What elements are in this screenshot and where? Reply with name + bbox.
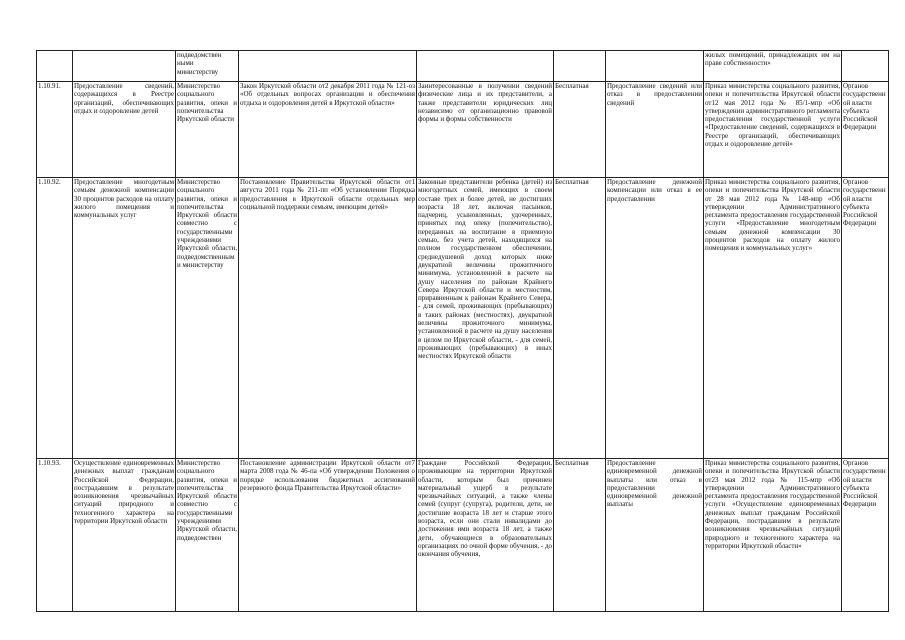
service-result — [606, 51, 704, 82]
service-legal-basis: Постановление администрации Иркутской области от7 марта 2008 года № 46-па «Об утверждении Положения о порядке использования бюджетных ассигнований резервного фонда Правительства Иркутской области» — [239, 459, 417, 612]
service-authority: Министерство социального развития, опеки и попечительства Иркутской области совместно с государственными учреждениями Иркутской области, подведомственными министерству — [176, 178, 239, 459]
service-number: 1.10.92. — [37, 178, 73, 459]
service-recipients: Граждане Российской Федерации, проживающие на территории Иркутской области, которым был причинен материальный ущерб в результате чрезвычайных ситуаций, а также члены семей (супруг (супруга), родители, дети, не достигшие возраста 18 лет и старше этого возраста, если они стали инвалидами до достижения ими возраста 18 лет, а также дети, обучающиеся в образовательных организациях по очной форме обучения, - до окончания обучения, — [417, 459, 554, 612]
table-row — [37, 51, 889, 82]
service-number — [37, 51, 73, 82]
service-regulation: Приказ министерства социального развития, опеки и попечительства Иркутской области от23 мая 2012 года № 115-мпр «Об утверждении Административного регламента предоставления государственной услуги «Осуществление единовременных денежных выплат гражданам Российской Федерации, пострадавшим в результате возникновения чрезвычайных ситуаций природного и техногенного характера на территории Иркутской области» — [704, 459, 842, 612]
table-row — [37, 459, 889, 612]
table-row — [37, 178, 889, 459]
service-authority: подведомствен ными министерству — [176, 51, 239, 82]
service-number: 1.10.93. — [37, 459, 73, 612]
service-fee: Бесплатная — [554, 459, 606, 612]
service-level: Органов государственной власти субъекта Российской Федерации — [842, 82, 889, 178]
service-number: 1.10.91. — [37, 82, 73, 178]
service-result: Предоставление денежной компенсации или отказ в ее предоставлении — [606, 178, 704, 459]
table-row — [37, 82, 889, 178]
service-recipients: Заинтересованные в получении сведений физические лица и их представители, а также представители юридических лиц независимо от организационно правовой формы и формы собственности — [417, 82, 554, 178]
service-fee: Бесплатная — [554, 82, 606, 178]
service-regulation: жилых помещений, принадлежащих им на праве собственности» — [704, 51, 842, 82]
service-recipients — [417, 51, 554, 82]
service-authority: Министерство социального развития, опеки и попечительства Иркутской области совместно с государственными учреждениями Иркутской области, подведомствен — [176, 459, 239, 612]
service-name: Предоставление многодетным семьям денежной компенсации 30 процентов расходов на оплату жилого помещения и коммунальных услуг — [73, 178, 176, 459]
service-result: Предоставление сведений или отказ в предоставлении сведений — [606, 82, 704, 178]
services-register-table — [36, 50, 889, 612]
service-recipients: Законные представители ребенка (детей) из многодетных семей, имеющих в своем составе трех и более детей, не достигших возраста 18 лет, включая пасынков, падчериц, усыновленных, удочеренных, принятых под опеку (попечительство), переданных на воспитание в приемную семью, без учета детей, находящихся на полном государственном обеспечении, среднедушевой доход которых ниже двукратной величины прожиточного минимума, установленной в расчете на душу населения по районам Крайнего Севера Иркутской области и местностям, приравненным к районам Крайнего Севера, - для семей, проживающих (пребывающих) в таких районах (местностях), двукратной величины прожиточного минимума, установленной в расчете на душу населения в целом по Иркутской области, - для семей, проживающих (пребывающих) в иных местностях Иркутской области — [417, 178, 554, 459]
service-fee: Бесплатная — [554, 178, 606, 459]
service-name — [73, 51, 176, 82]
service-legal-basis — [239, 51, 417, 82]
service-regulation: Приказ министерства социального развития, опеки и попечительства Иркутской области от 28 мая 2012 года № 148-мпр «Об утверждении Административного регламента предоставления государственной услуги «Предоставление многодетным семьям денежной компенсации 30 процентов расходов на оплату жилого помещения и коммунальных услуг» — [704, 178, 842, 459]
service-level: Органов государственной власти субъекта Российской Федерации — [842, 178, 889, 459]
service-authority: Министерство социального развития, опеки и попечительства Иркутской области — [176, 82, 239, 178]
service-legal-basis: Постановление Правительства Иркутской области от1 августа 2011 года № 211-пп «Об установлении Порядка предоставления в Иркутской области отдельных мер социальной поддержки семьям, имеющим детей» — [239, 178, 417, 459]
service-fee — [554, 51, 606, 82]
service-level: Органов государственной власти субъекта Российской Федерации — [842, 459, 889, 612]
service-regulation: Приказ министерства социального развития, опеки и попечительства Иркутской области от12 мая 2012 года № 85/1-мпр «Об утверждении административного регламента предоставления государственной услуги «Предоставление сведений, содержащихся в Реестре организаций, обеспечивающих отдых и оздоровление детей» — [704, 82, 842, 178]
service-name: Осуществление единовременных денежных выплат гражданам Российской Федерации, пострадавшим в результате возникновения чрезвычайных ситуаций природного и техногенного характера на территории Иркутской области — [73, 459, 176, 612]
service-result: Предоставление единовременной денежной выплаты или отказ в предоставлении единовременной денежной выплаты — [606, 459, 704, 612]
service-name: Предоставление сведений, содержащихся в Реестре организаций, обеспечивающих отдых и оздоровление детей — [73, 82, 176, 178]
service-level — [842, 51, 889, 82]
service-legal-basis: Закон Иркутской области от2 декабря 2011 года № 121-оз «Об отдельных вопросах организации и обеспечения отдыха и оздоровления детей в Иркутской области» — [239, 82, 417, 178]
